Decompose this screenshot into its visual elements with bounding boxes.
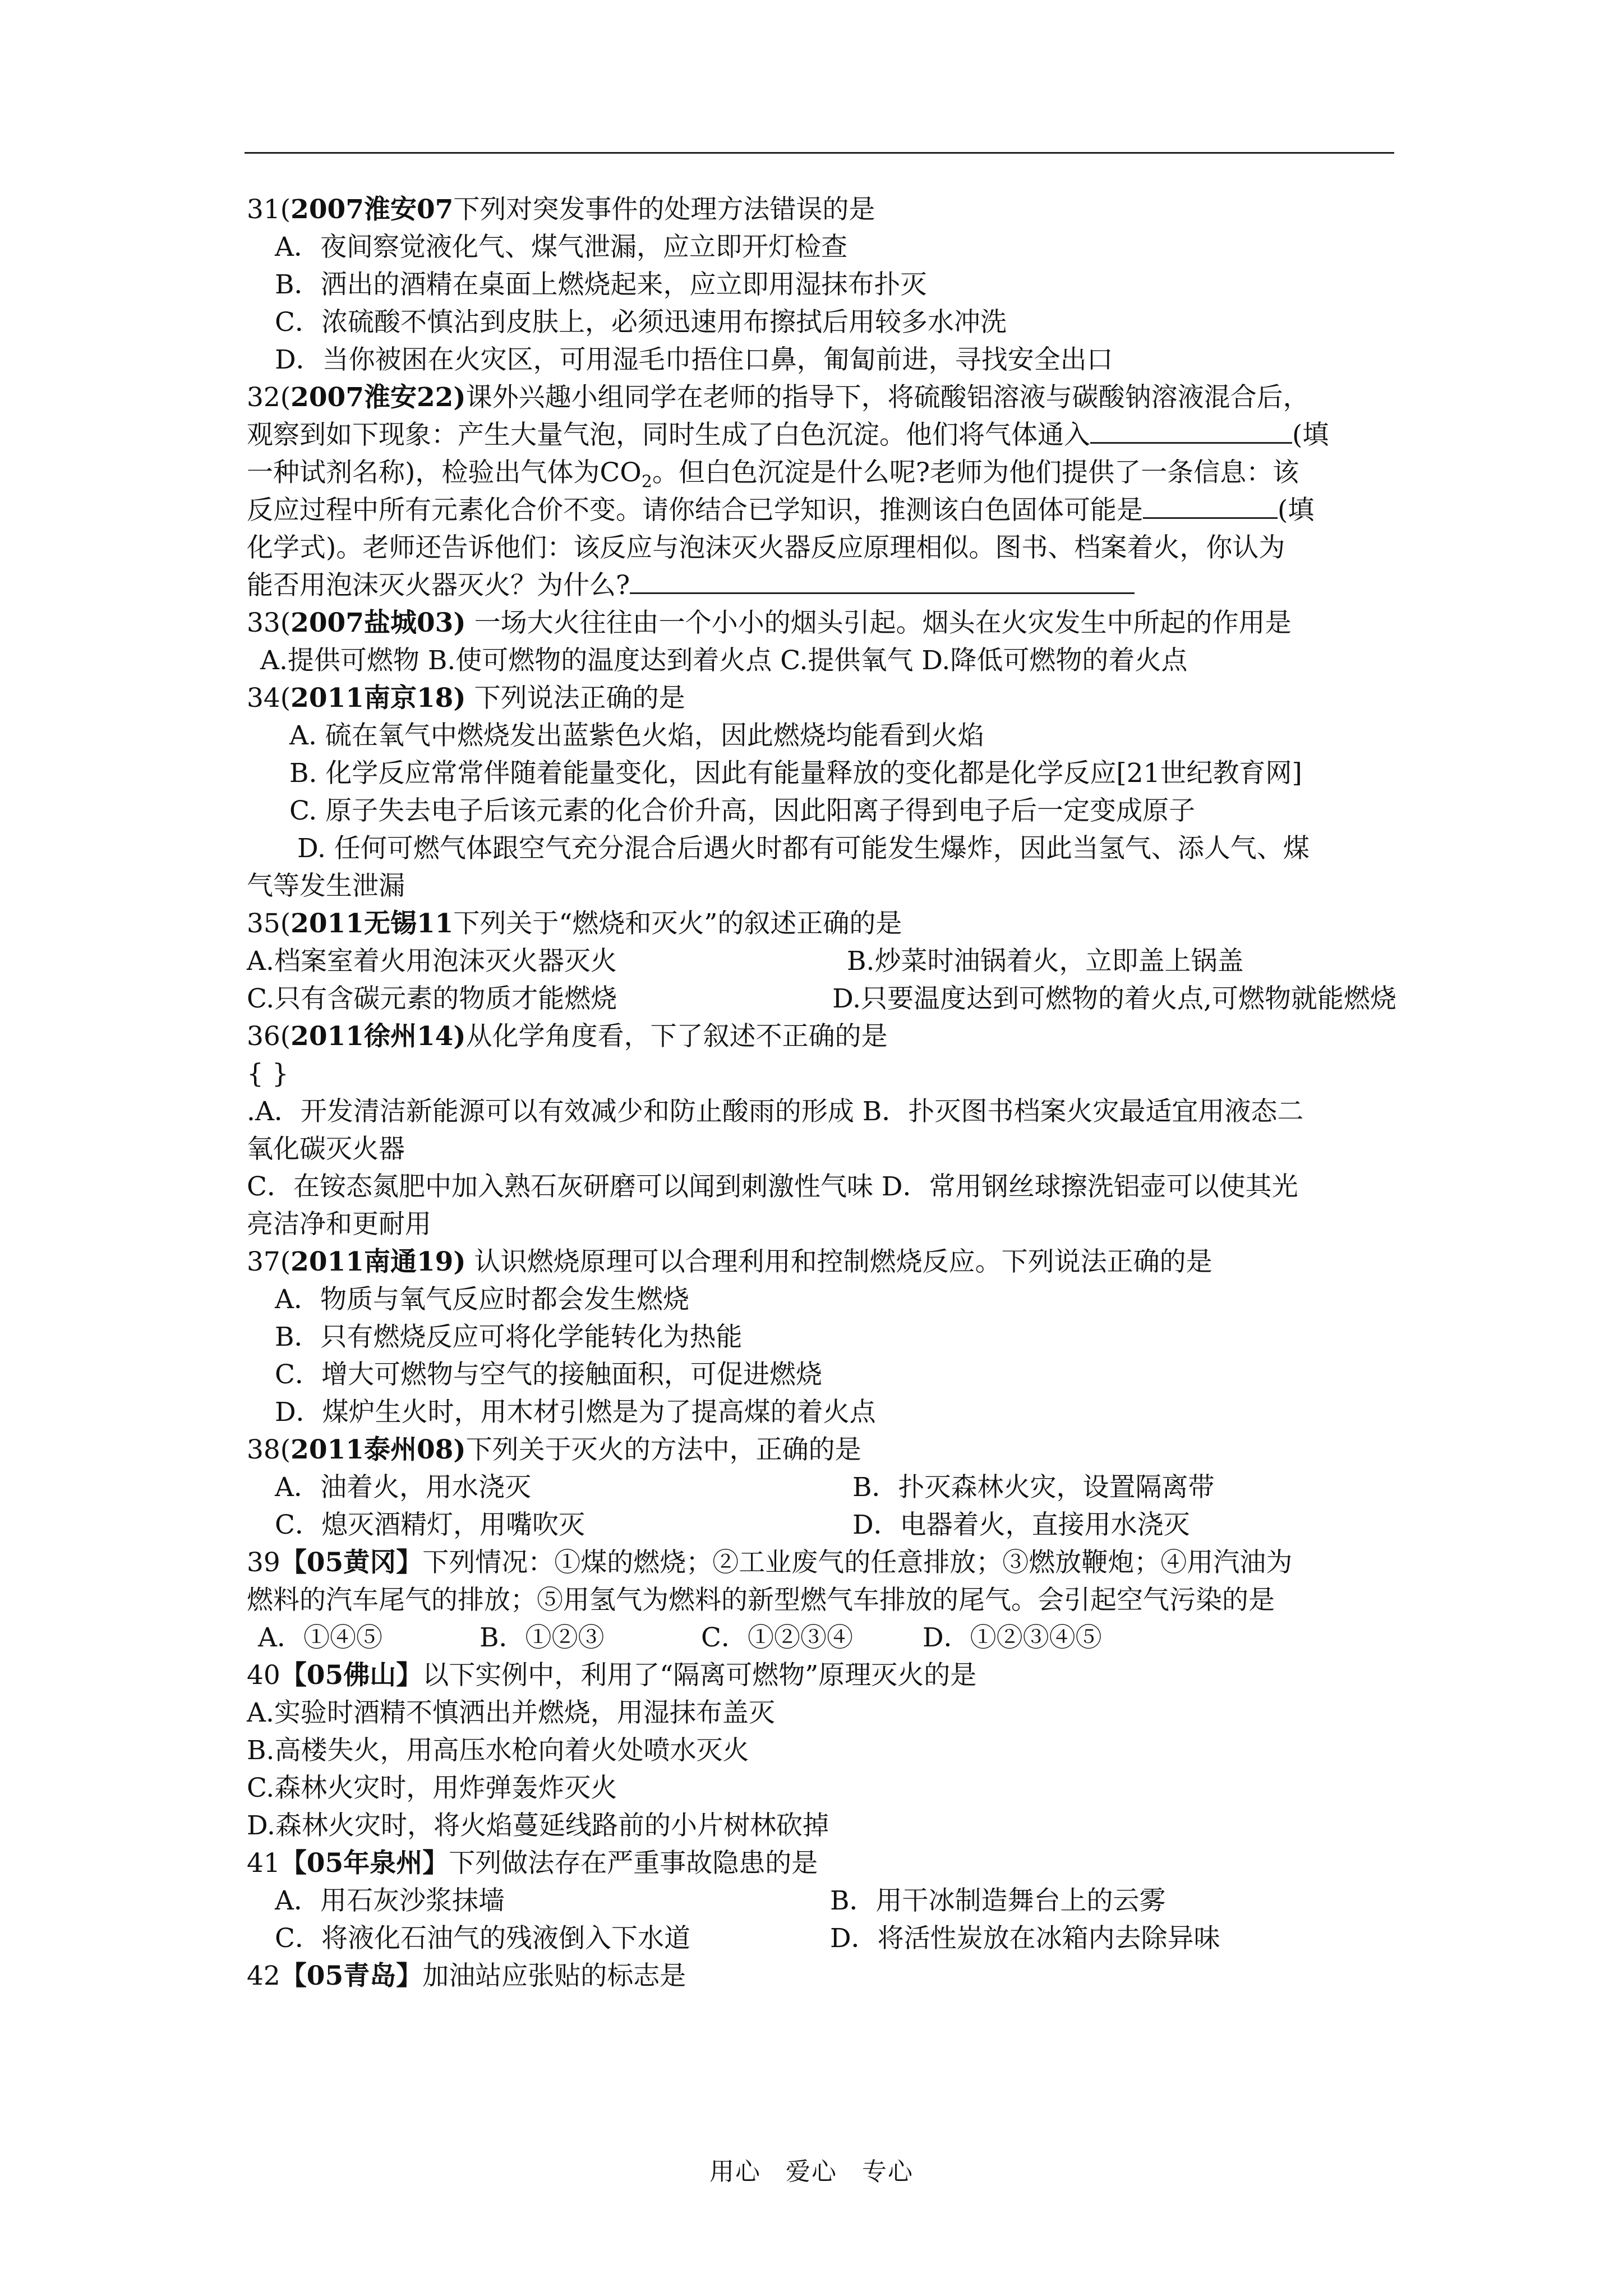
q36-stem: 36(2011徐州14)从化学角度看，下了叙述不正确的是 xyxy=(247,1021,888,1052)
q38-option-b: B．扑灭森林火灾，设置隔离带 xyxy=(852,1472,1215,1503)
page-footer: 用心 爱心 专心 xyxy=(709,2157,914,2186)
q41-options-row-2 xyxy=(247,1920,1396,1957)
q39-line-1: 39【05黄冈】下列情况：①煤的燃烧；②工业废气的任意排放；③燃放鞭炮；④用汽油为 xyxy=(247,1547,1293,1578)
q33-source: 2007盐城03) xyxy=(291,608,466,638)
q39-option-c: C．①②③④ xyxy=(701,1622,853,1653)
q42-source: 【05青岛】 xyxy=(280,1961,423,1991)
q41-option-b: B．用干冰制造舞台上的云雾 xyxy=(830,1885,1166,1916)
q32-line-3: 一种试剂名称)，检验出气体为$CO_2$。但白色沉淀是什么呢?老师为他们提供了一条信息：该 xyxy=(247,457,1299,492)
q38-options-row-2 xyxy=(247,1506,1396,1544)
q41-option-d: D．将活性炭放在冰箱内去除异味 xyxy=(830,1923,1220,1954)
q33-stem: 33(2007盐城03) 一场大火往往由一个小小的烟头引起。烟头在火灾发生中所起的作用是 xyxy=(247,608,1292,638)
answer-blank-1[interactable] xyxy=(1090,417,1292,444)
q35-stem: 35(2011无锡11下列关于“燃烧和灭火”的叙述正确的是 xyxy=(247,908,902,939)
q32-line-4: 反应过程中所有元素化合价不变。请你结合已学知识，推测该白色固体可能是 (填 xyxy=(247,491,1396,529)
q37-option-b: B．只有燃烧反应可将化学能转化为热能 xyxy=(275,1322,743,1352)
q36-bracket: { } xyxy=(247,1059,289,1089)
q36-line-2: 氧化碳灭火器 xyxy=(247,1134,405,1165)
q38-source: 2011泰州08) xyxy=(291,1434,466,1465)
q33-options: A.提供可燃物 B.使可燃物的温度达到着火点 C.提供氧气 D.降低可燃物的着火点 xyxy=(260,645,1188,676)
q31-stem: 31(2007淮安07下列对突发事件的处理方法错误的是 xyxy=(247,194,875,225)
q40-option-a: A.实验时酒精不慎洒出并燃烧，用湿抹布盖灭 xyxy=(247,1697,775,1728)
q37-option-a: A．物质与氧气反应时都会发生燃烧 xyxy=(275,1284,689,1315)
q39-options xyxy=(247,1619,1396,1657)
q41-stem: 41【05年泉州】下列做法存在严重事故隐患的是 xyxy=(247,1848,818,1879)
header-rule xyxy=(245,152,1394,154)
q34-stem: 34(2011南京18) 下列说法正确的是 xyxy=(247,683,685,714)
q35-options-row-1 xyxy=(247,942,1396,980)
q38-options-row-1 xyxy=(247,1469,1396,1506)
question-list xyxy=(247,191,1396,1995)
q40-option-b: B.高楼失火，用高压水枪向着火处喷水灭火 xyxy=(247,1735,749,1766)
q40-option-c: C.森林火灾时，用炸弹轰炸灭火 xyxy=(247,1773,617,1803)
q38-option-a: A．油着火，用水浇灭 xyxy=(275,1472,531,1503)
q42-stem: 42【05青岛】加油站应张贴的标志是 xyxy=(247,1961,686,1991)
q39-option-a: A．①④⑤ xyxy=(258,1622,382,1653)
q35-option-b: B.炒菜时油锅着火，立即盖上锅盖 xyxy=(847,946,1244,977)
q40-option-d: D.森林火灾时，将火焰蔓延线路前的小片树林砍掉 xyxy=(247,1810,829,1841)
q36-line-1: .A．开发清洁新能源可以有效减少和防止酸雨的形成 B．扑灭图书档案火灾最适宜用液态二 xyxy=(247,1096,1304,1127)
q35-source: 2011无锡11 xyxy=(291,908,454,939)
q31-option-d: D．当你被困在火灾区，可用湿毛巾捂住口鼻，匍匐前进，寻找安全出口 xyxy=(275,344,1113,375)
q39-source: 【05黄冈】 xyxy=(280,1547,423,1578)
q31-source: 2007淮安07 xyxy=(291,194,454,225)
q41-source: 【05年泉州】 xyxy=(280,1848,449,1879)
q34-option-a: A. 硫在氧气中燃烧发出蓝紫色火焰，因此燃烧均能看到火焰 xyxy=(289,720,984,751)
q40-source: 【05佛山】 xyxy=(280,1660,423,1691)
q34-source: 2011南京18) xyxy=(291,683,466,714)
q39-option-b: B．①②③ xyxy=(479,1622,605,1653)
q32-line-6: 能否用泡沫灭火器灭火？为什么? xyxy=(247,567,1396,604)
q34-option-d: D. 任何可燃气体跟空气充分混合后遇火时都有可能发生爆炸，因此当氢气、添人气、煤 xyxy=(297,833,1310,864)
q40-stem: 40【05佛山】以下实例中，利用了“隔离可燃物”原理灭火的是 xyxy=(247,1660,977,1691)
q32-line-1: 32(2007淮安22)课外兴趣小组同学在老师的指导下，将硫酸铝溶液与碳酸钠溶液混合后， xyxy=(247,382,1310,413)
q37-stem: 37(2011南通19) 认识燃烧原理可以合理利用和控制燃烧反应。下列说法正确的是 xyxy=(247,1246,1212,1277)
q37-option-c: C．增大可燃物与空气的接触面积，可促进燃烧 xyxy=(275,1359,822,1390)
q31-option-b: B．洒出的酒精在桌面上燃烧起来，应立即用湿抹布扑灭 xyxy=(275,269,927,300)
q37-source: 2011南通19) xyxy=(291,1246,466,1277)
q34-option-d-cont: 气等发生泄漏 xyxy=(247,871,405,901)
q41-option-c: C．将液化石油气的残液倒入下水道 xyxy=(275,1923,690,1954)
q38-option-d: D．电器着火，直接用水浇灭 xyxy=(852,1510,1190,1540)
q34-option-c: C. 原子失去电子后该元素的化合价升高，因此阳离子得到电子后一定变成原子 xyxy=(289,795,1196,826)
q39-line-2: 燃料的汽车尾气的排放；⑤用氢气为燃料的新型燃气车排放的尾气。会引起空气污染的是 xyxy=(247,1585,1275,1616)
q34-option-b: B. 化学反应常常伴随着能量变化，因此有能量释放的变化都是化学反应[21世纪教育网] xyxy=(289,758,1302,789)
q35-option-d: D.只要温度达到可燃物的着火点,可燃物就能燃烧 xyxy=(832,983,1396,1014)
answer-blank-2[interactable] xyxy=(1143,493,1278,519)
q36-line-4: 亮洁净和更耐用 xyxy=(247,1209,431,1240)
q38-option-c: C．熄灭酒精灯，用嘴吹灭 xyxy=(275,1510,585,1540)
q35-options-row-2 xyxy=(247,980,1396,1018)
q31-option-a: A．夜间察觉液化气、煤气泄漏，应立即开灯检查 xyxy=(275,232,847,263)
q36-source: 2011徐州14) xyxy=(291,1021,466,1052)
q35-option-c: C.只有含碳元素的物质才能燃烧 xyxy=(247,983,617,1014)
q41-options-row-1 xyxy=(247,1882,1396,1920)
q35-option-a: A.档案室着火用泡沫灭火器灭火 xyxy=(247,946,617,977)
q32-line-5: 化学式)。老师还告诉他们：该反应与泡沫灭火器反应原理相似。图书、档案着火，你认为 xyxy=(247,532,1285,563)
q36-line-3: C．在铵态氮肥中加入熟石灰研磨可以闻到刺激性气味 D．常用钢丝球擦洗铝壶可以使其光 xyxy=(247,1171,1298,1202)
answer-blank-3[interactable] xyxy=(630,568,1135,594)
q37-option-d: D．煤炉生火时，用木材引燃是为了提高煤的着火点 xyxy=(275,1397,876,1428)
q41-option-a: A．用石灰沙浆抹墙 xyxy=(275,1885,505,1916)
q31-option-c: C．浓硫酸不慎沾到皮肤上，必须迅速用布擦拭后用较多水冲洗 xyxy=(275,307,1007,338)
q32-source: 2007淮安22) xyxy=(291,382,466,413)
q32-line-2: 观察到如下现象：产生大量气泡，同时生成了白色沉淀。他们将气体通入 (填 xyxy=(247,416,1396,454)
q38-stem: 38(2011泰州08)下列关于灭火的方法中，正确的是 xyxy=(247,1434,861,1465)
q39-option-d: D．①②③④⑤ xyxy=(923,1622,1102,1653)
